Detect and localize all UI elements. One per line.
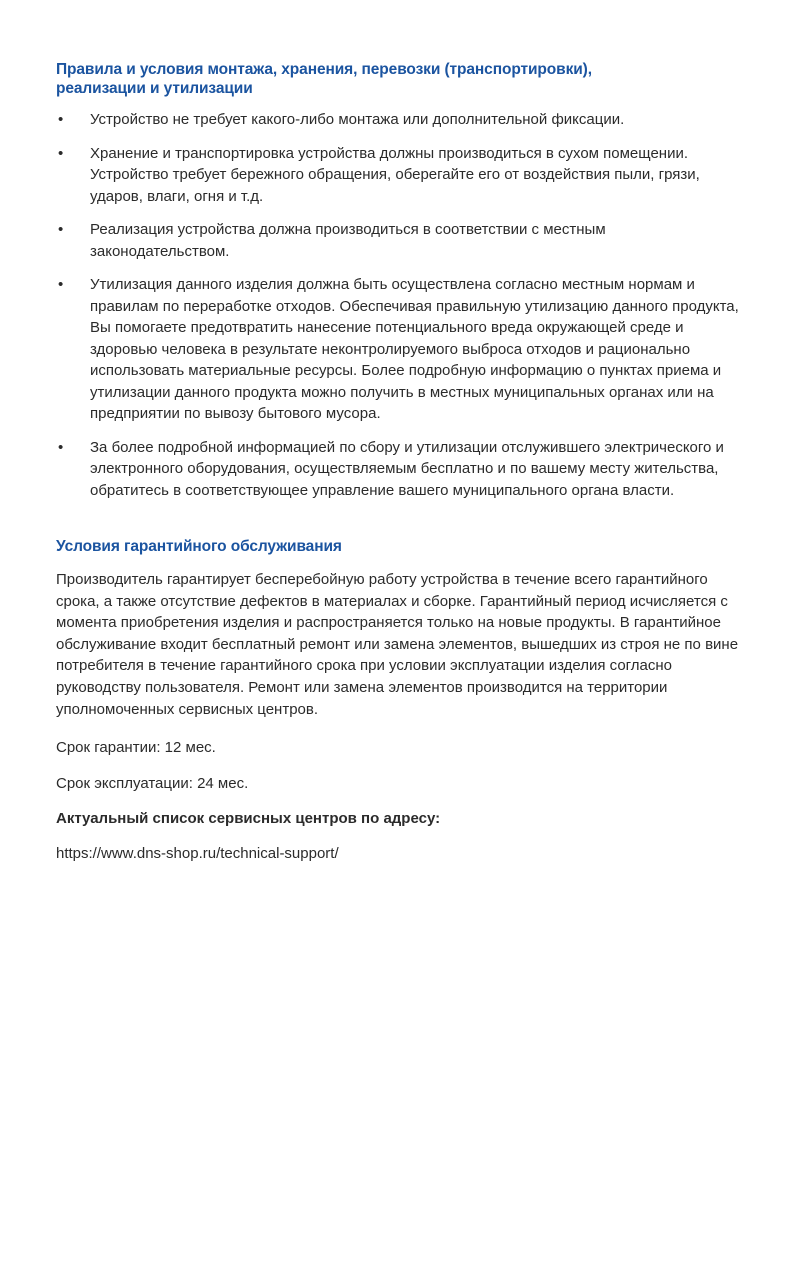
service-centers-label: Актуальный список сервисных центров по адресу: bbox=[56, 810, 441, 828]
section-heading-rules: Правила и условия монтажа, хранения, перевозки (транспортировки), реализации и утилизации bbox=[56, 61, 592, 97]
section-heading-warranty: Условия гарантийного обслуживания bbox=[56, 538, 342, 555]
list-item bbox=[56, 437, 740, 502]
list-item bbox=[56, 219, 740, 262]
bullet-marker-icon: • bbox=[58, 221, 64, 238]
warranty-details-block bbox=[56, 737, 740, 864]
warranty-period-line: Срок гарантии: 12 мес. bbox=[56, 739, 216, 757]
rules-bullet-list bbox=[56, 109, 740, 501]
list-item-text: Устройство не требует какого-либо монтажа или дополнительной фиксации. bbox=[90, 111, 625, 128]
section-divider-space bbox=[56, 501, 740, 537]
section-rules-conditions bbox=[56, 60, 740, 501]
bullet-marker-icon: • bbox=[58, 144, 64, 162]
bullet-marker-icon: • bbox=[58, 276, 64, 293]
bullet-marker-icon: • bbox=[58, 111, 64, 128]
section-warranty-conditions bbox=[56, 537, 740, 865]
list-item bbox=[56, 143, 740, 208]
list-item-text: Утилизация данного изделия должна быть осуществлена согласно местным нормам и правилам по переработке отходов. Обеспечивая правильную утилизацию данного продукта, Вы помогаете предотвратить нанесение потенциального вреда окружающей среде и здоровью человека в результате неконтролируемого выброса отходов и рационально использовать материальные ресурсы. Более подробную информацию о пунктах приема и утилизации данного продукта можно получить в местных муниципальных органах или на предприятии по вывозу бытового мусора. bbox=[90, 276, 739, 422]
list-item bbox=[56, 274, 740, 425]
bullet-marker-icon: • bbox=[58, 438, 64, 456]
list-item-text: За более подробной информацией по сбору и утилизации отслужившего электрического и электронного оборудования, осуществляемым бесплатно и по вашему месту жительства, обратитесь в соответствующее управление вашего муниципального органа власти. bbox=[90, 438, 724, 499]
list-item-text: Реализация устройства должна производиться в соответствии с местным законодательством. bbox=[90, 221, 606, 260]
service-life-line: Срок эксплуатации: 24 мес. bbox=[56, 774, 249, 792]
service-centers-url[interactable]: https://www.dns-shop.ru/technical-support/ bbox=[56, 844, 339, 862]
list-item-text: Хранение и транспортировка устройства должны производиться в сухом помещении. Устройство требует бережного обращения, оберегайте его от воздействия пыли, грязи, ударов, влаги, огня и т.д. bbox=[90, 144, 700, 205]
warranty-description-paragraph: Производитель гарантирует бесперебойную работу устройства в течение всего гарантийного срока, а также отсутствие дефектов в материалах и сборке. Гарантийный период исчисляется с момента приобретения изделия и распространяется только на новые продукты. В гарантийное обслуживание входит бесплатный ремонт или замена элементов, вышедших из строя не по вине потребителя в течение гарантийного срока при условии эксплуатации изделия согласно руководству пользователя. Ремонт или замена элементов производится на территории уполномоченных сервисных центров. bbox=[56, 571, 739, 718]
list-item bbox=[56, 109, 740, 131]
